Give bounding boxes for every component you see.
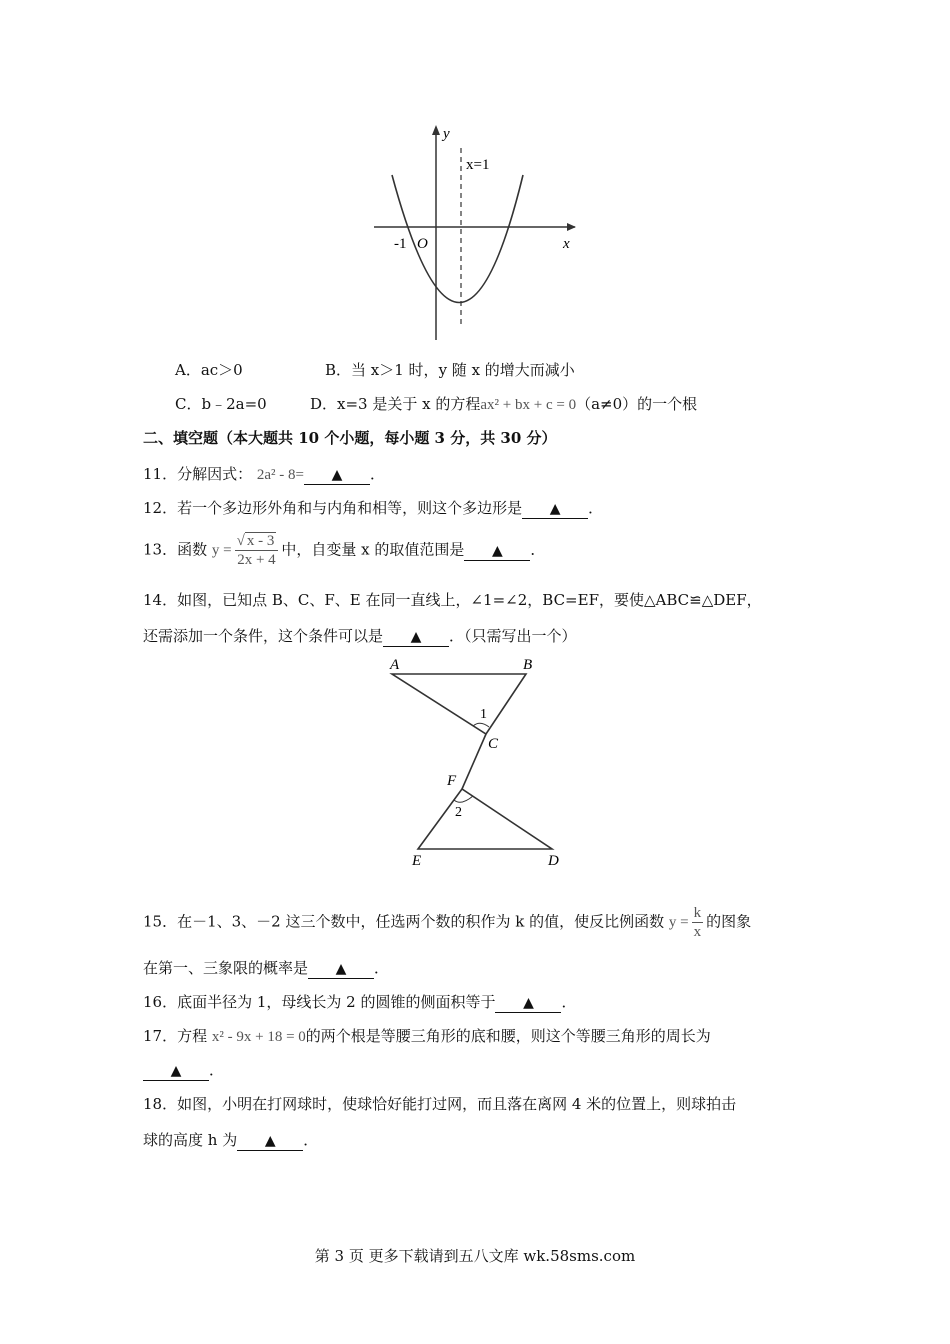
q12-answer-blank[interactable]: ▲	[522, 500, 588, 519]
parabola-curve	[392, 175, 523, 303]
q15-line1-post: 的图象	[706, 912, 752, 931]
q15-line2: 在第一、三象限的概率是 ▲ ．	[143, 959, 390, 977]
q10-option-a: A．ac＞0	[175, 361, 243, 379]
q10-option-b: B．当 x＞1 时，y 随 x 的增大而减小	[325, 361, 575, 379]
q10-option-d	[310, 394, 697, 415]
q11-answer-blank[interactable]: ▲	[304, 466, 370, 485]
page-footer: 第 3 页 更多下载请到五八文库 wk.58sms.com	[314, 1247, 636, 1265]
x-axis-arrow-icon	[567, 223, 576, 231]
question-12: 12．若一个多边形外角和与内角和相等，则这个多边形是 ▲ ．	[143, 499, 604, 517]
q17-answer-blank[interactable]: ▲	[143, 1062, 209, 1081]
q18-line2-text: 球的高度 h 为	[143, 1131, 238, 1149]
origin-label: O	[417, 236, 428, 252]
q15-numerator: k	[693, 905, 702, 921]
root-label: -1	[394, 236, 407, 252]
x-axis-label: x	[563, 236, 570, 252]
question-13: 13．函数 y = $\frac{√ x - 3}{2x + 4}$ 中，自变量 x 的取值范围是 ▲ ．	[143, 533, 546, 568]
q15-line1	[143, 904, 751, 941]
symmetry-axis-label: x=1	[466, 157, 490, 173]
q14-line2-text: 还需添加一个条件，这个条件可以是	[143, 627, 384, 645]
section-2-heading: 二、填空题（本大题共 10 个小题，每小题 3 分，共 30 分）	[143, 429, 557, 447]
q14-answer-blank[interactable]: ▲	[383, 628, 449, 647]
question-11: 11．分解因式： 2a² - 8= ▲ ．	[143, 465, 385, 483]
q15-lhs: y =	[668, 914, 689, 931]
parabola-figure	[370, 120, 585, 345]
q11-text: 11．分解因式：	[143, 465, 253, 483]
point-e-label: E	[412, 853, 422, 869]
q12-text: 12．若一个多边形外角和与内角和相等，则这个多边形是	[143, 499, 523, 517]
question-17	[143, 1026, 711, 1047]
q10-option-c: C．b﹣2a=0	[175, 395, 267, 413]
q13-denominator: 2x + 4	[237, 552, 276, 568]
q17-post: 的两个根是等腰三角形的底和腰，则这个等腰三角形的周长为	[305, 1027, 711, 1045]
angle-1-label: 1	[480, 707, 487, 722]
q13-post: 中，自变量 x 的取值范围是	[281, 540, 465, 559]
q15-fraction	[692, 904, 704, 941]
q13-fraction: $\frac{√ x - 3}{2x + 4}$	[235, 532, 279, 569]
q17-line2: ▲ ．	[143, 1060, 224, 1081]
q17-pre: 17．方程	[143, 1027, 208, 1045]
q15-line2-text: 在第一、三象限的概率是	[143, 959, 309, 977]
q14-line2-post: ．（只需写出一个）	[449, 627, 577, 645]
y-axis-label: y	[443, 126, 450, 142]
q15-denominator: x	[693, 924, 702, 940]
triangle-def	[418, 789, 552, 849]
point-f-label: F	[447, 773, 457, 789]
q14-line2	[143, 626, 577, 647]
q14-line1: 14．如图，已知点 B、C、F、E 在同一直线上，∠1=∠2，BC=EF，要使△ABC≌△DEF，	[143, 591, 762, 609]
point-b-label: B	[523, 657, 533, 673]
q13-lhs: y =	[211, 542, 232, 559]
line-cf	[462, 734, 486, 789]
q15-answer-blank[interactable]: ▲	[308, 960, 374, 979]
point-a-label: A	[390, 657, 400, 673]
triangle-abc	[392, 674, 526, 734]
q11-expression: 2a² - 8=	[256, 467, 304, 483]
q18-line2: 球的高度 h 为 ▲ ．	[143, 1131, 319, 1149]
q15-line1-text: 15．在－1、3、－2 这三个数中，任选两个数的积作为 k 的值，使反比例函数	[143, 912, 665, 931]
triangle-figure	[380, 652, 580, 872]
q10-d-equation: ax² + bx + c = 0	[480, 397, 577, 413]
point-c-label: C	[488, 736, 499, 752]
q10-d-pre: D．x=3 是关于 x 的方程	[310, 395, 481, 413]
question-16: 16．底面半径为 1，母线长为 2 的圆锥的侧面积等于 ▲ ．	[143, 993, 577, 1011]
y-axis-arrow-icon	[432, 125, 440, 135]
q16-answer-blank[interactable]: ▲	[495, 994, 561, 1013]
q10-d-post: （a≠0）的一个根	[576, 395, 698, 413]
q13-pre: 13．函数	[143, 540, 208, 559]
q16-text: 16．底面半径为 1，母线长为 2 的圆锥的侧面积等于	[143, 993, 496, 1011]
q18-line1: 18．如图，小明在打网球时，使球恰好能打过网，而且落在离网 4 米的位置上，则球拍击	[143, 1095, 737, 1113]
q13-numerator: x - 3	[246, 533, 275, 549]
q13-answer-blank[interactable]: ▲	[464, 542, 530, 561]
point-d-label: D	[548, 853, 559, 869]
q17-equation: x² - 9x + 18 = 0	[211, 1029, 306, 1045]
q18-answer-blank[interactable]: ▲	[237, 1132, 303, 1151]
angle-2-label: 2	[455, 805, 462, 820]
